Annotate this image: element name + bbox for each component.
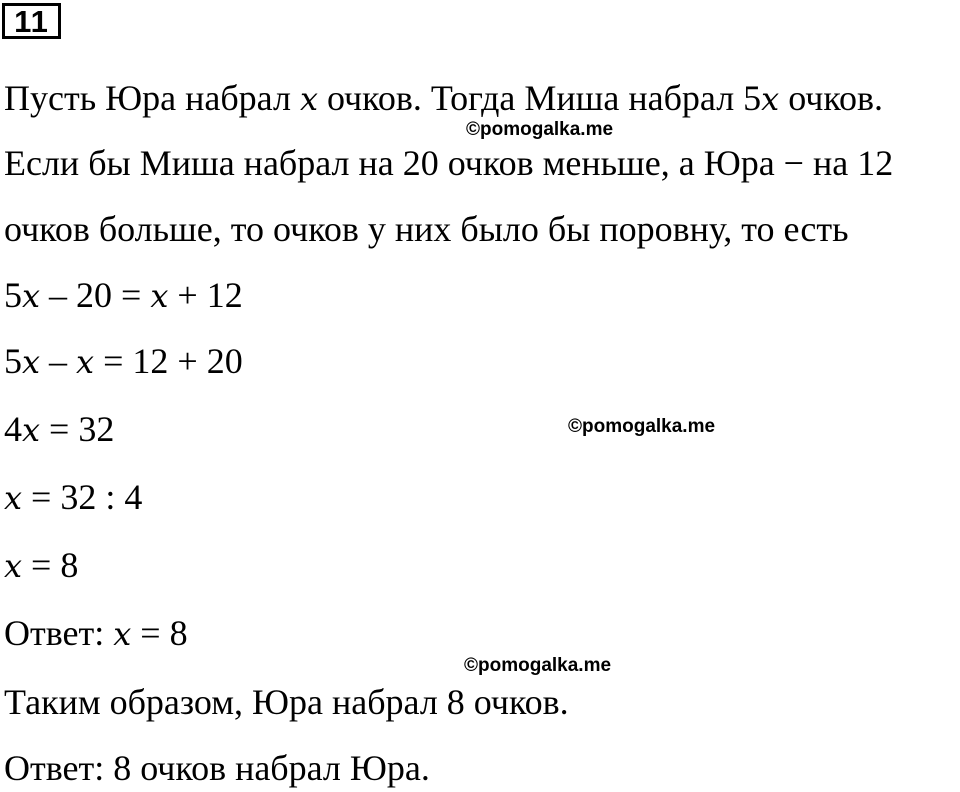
- watermark: ©pomogalka.me: [464, 655, 612, 676]
- intro-line-2: Если бы Миша набрал на 20 очков меньше, а Юра − на 12: [4, 143, 894, 183]
- equation-2: 5x – x = 12 + 20: [4, 341, 243, 381]
- equation-5: x = 8: [4, 545, 79, 585]
- watermark: ©pomogalka.me: [466, 119, 614, 140]
- intro-line-3: очков больше, то очков у них было бы поровну, то есть: [4, 209, 849, 249]
- conclusion-line: Таким образом, Юра набрал 8 очков.: [4, 682, 569, 722]
- equation-4: x = 32 : 4: [4, 477, 143, 517]
- answer-line-2: Ответ: 8 очков набрал Юра.: [4, 748, 430, 788]
- task-number-box: 11: [2, 3, 61, 39]
- intro-line-1: Пусть Юра набрал x очков. Тогда Миша набрал 5x очков.: [4, 78, 884, 118]
- answer-line-1: Ответ: x = 8: [4, 613, 188, 653]
- equation-3: 4x = 32: [4, 409, 115, 449]
- watermark: ©pomogalka.me: [568, 416, 716, 437]
- equation-1: 5x – 20 = x + 12: [4, 275, 243, 315]
